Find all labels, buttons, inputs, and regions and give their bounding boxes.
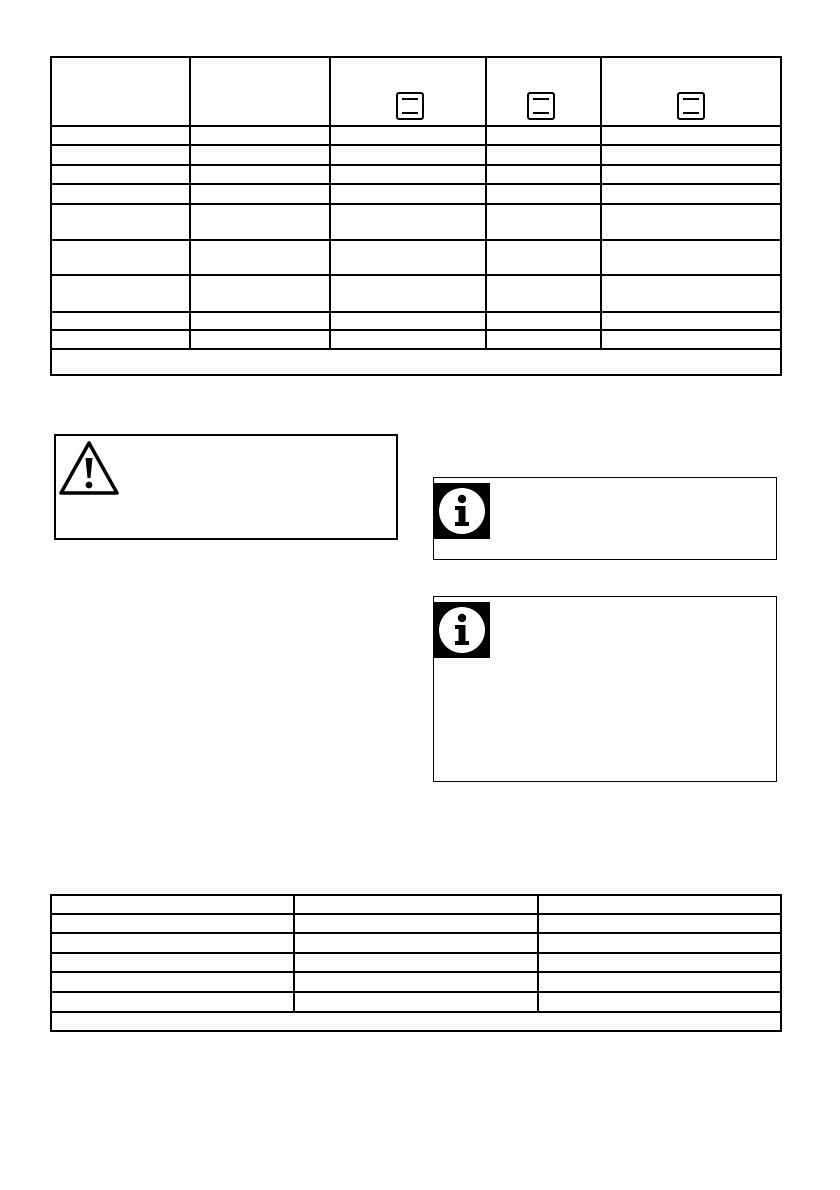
info-box [433, 477, 777, 560]
info-icon [434, 602, 490, 658]
table-row [52, 239, 780, 274]
oven-heating-mode-icon [527, 92, 555, 120]
warning-box [54, 434, 398, 540]
table-row [52, 125, 780, 144]
table-row [52, 183, 780, 203]
warning-triangle-icon [58, 440, 120, 496]
settings-table [50, 894, 782, 1032]
page-number [770, 2, 830, 24]
table-row [52, 952, 780, 971]
table-row [52, 329, 780, 348]
table-row [52, 971, 780, 991]
table-row [52, 164, 780, 183]
oven-heating-mode-icon [396, 92, 424, 120]
table-row [52, 932, 780, 952]
info-box [433, 596, 777, 782]
table-footnote-row [52, 1011, 780, 1030]
table-row [52, 991, 780, 1011]
table-row [52, 274, 780, 311]
info-icon [434, 483, 490, 539]
table-row [52, 913, 780, 932]
table-row [52, 144, 780, 164]
table-row [52, 203, 780, 239]
oven-heating-mode-icon [677, 92, 705, 120]
table-footnote-row [52, 348, 780, 374]
table-row [52, 311, 780, 329]
cooking-table [50, 56, 782, 376]
